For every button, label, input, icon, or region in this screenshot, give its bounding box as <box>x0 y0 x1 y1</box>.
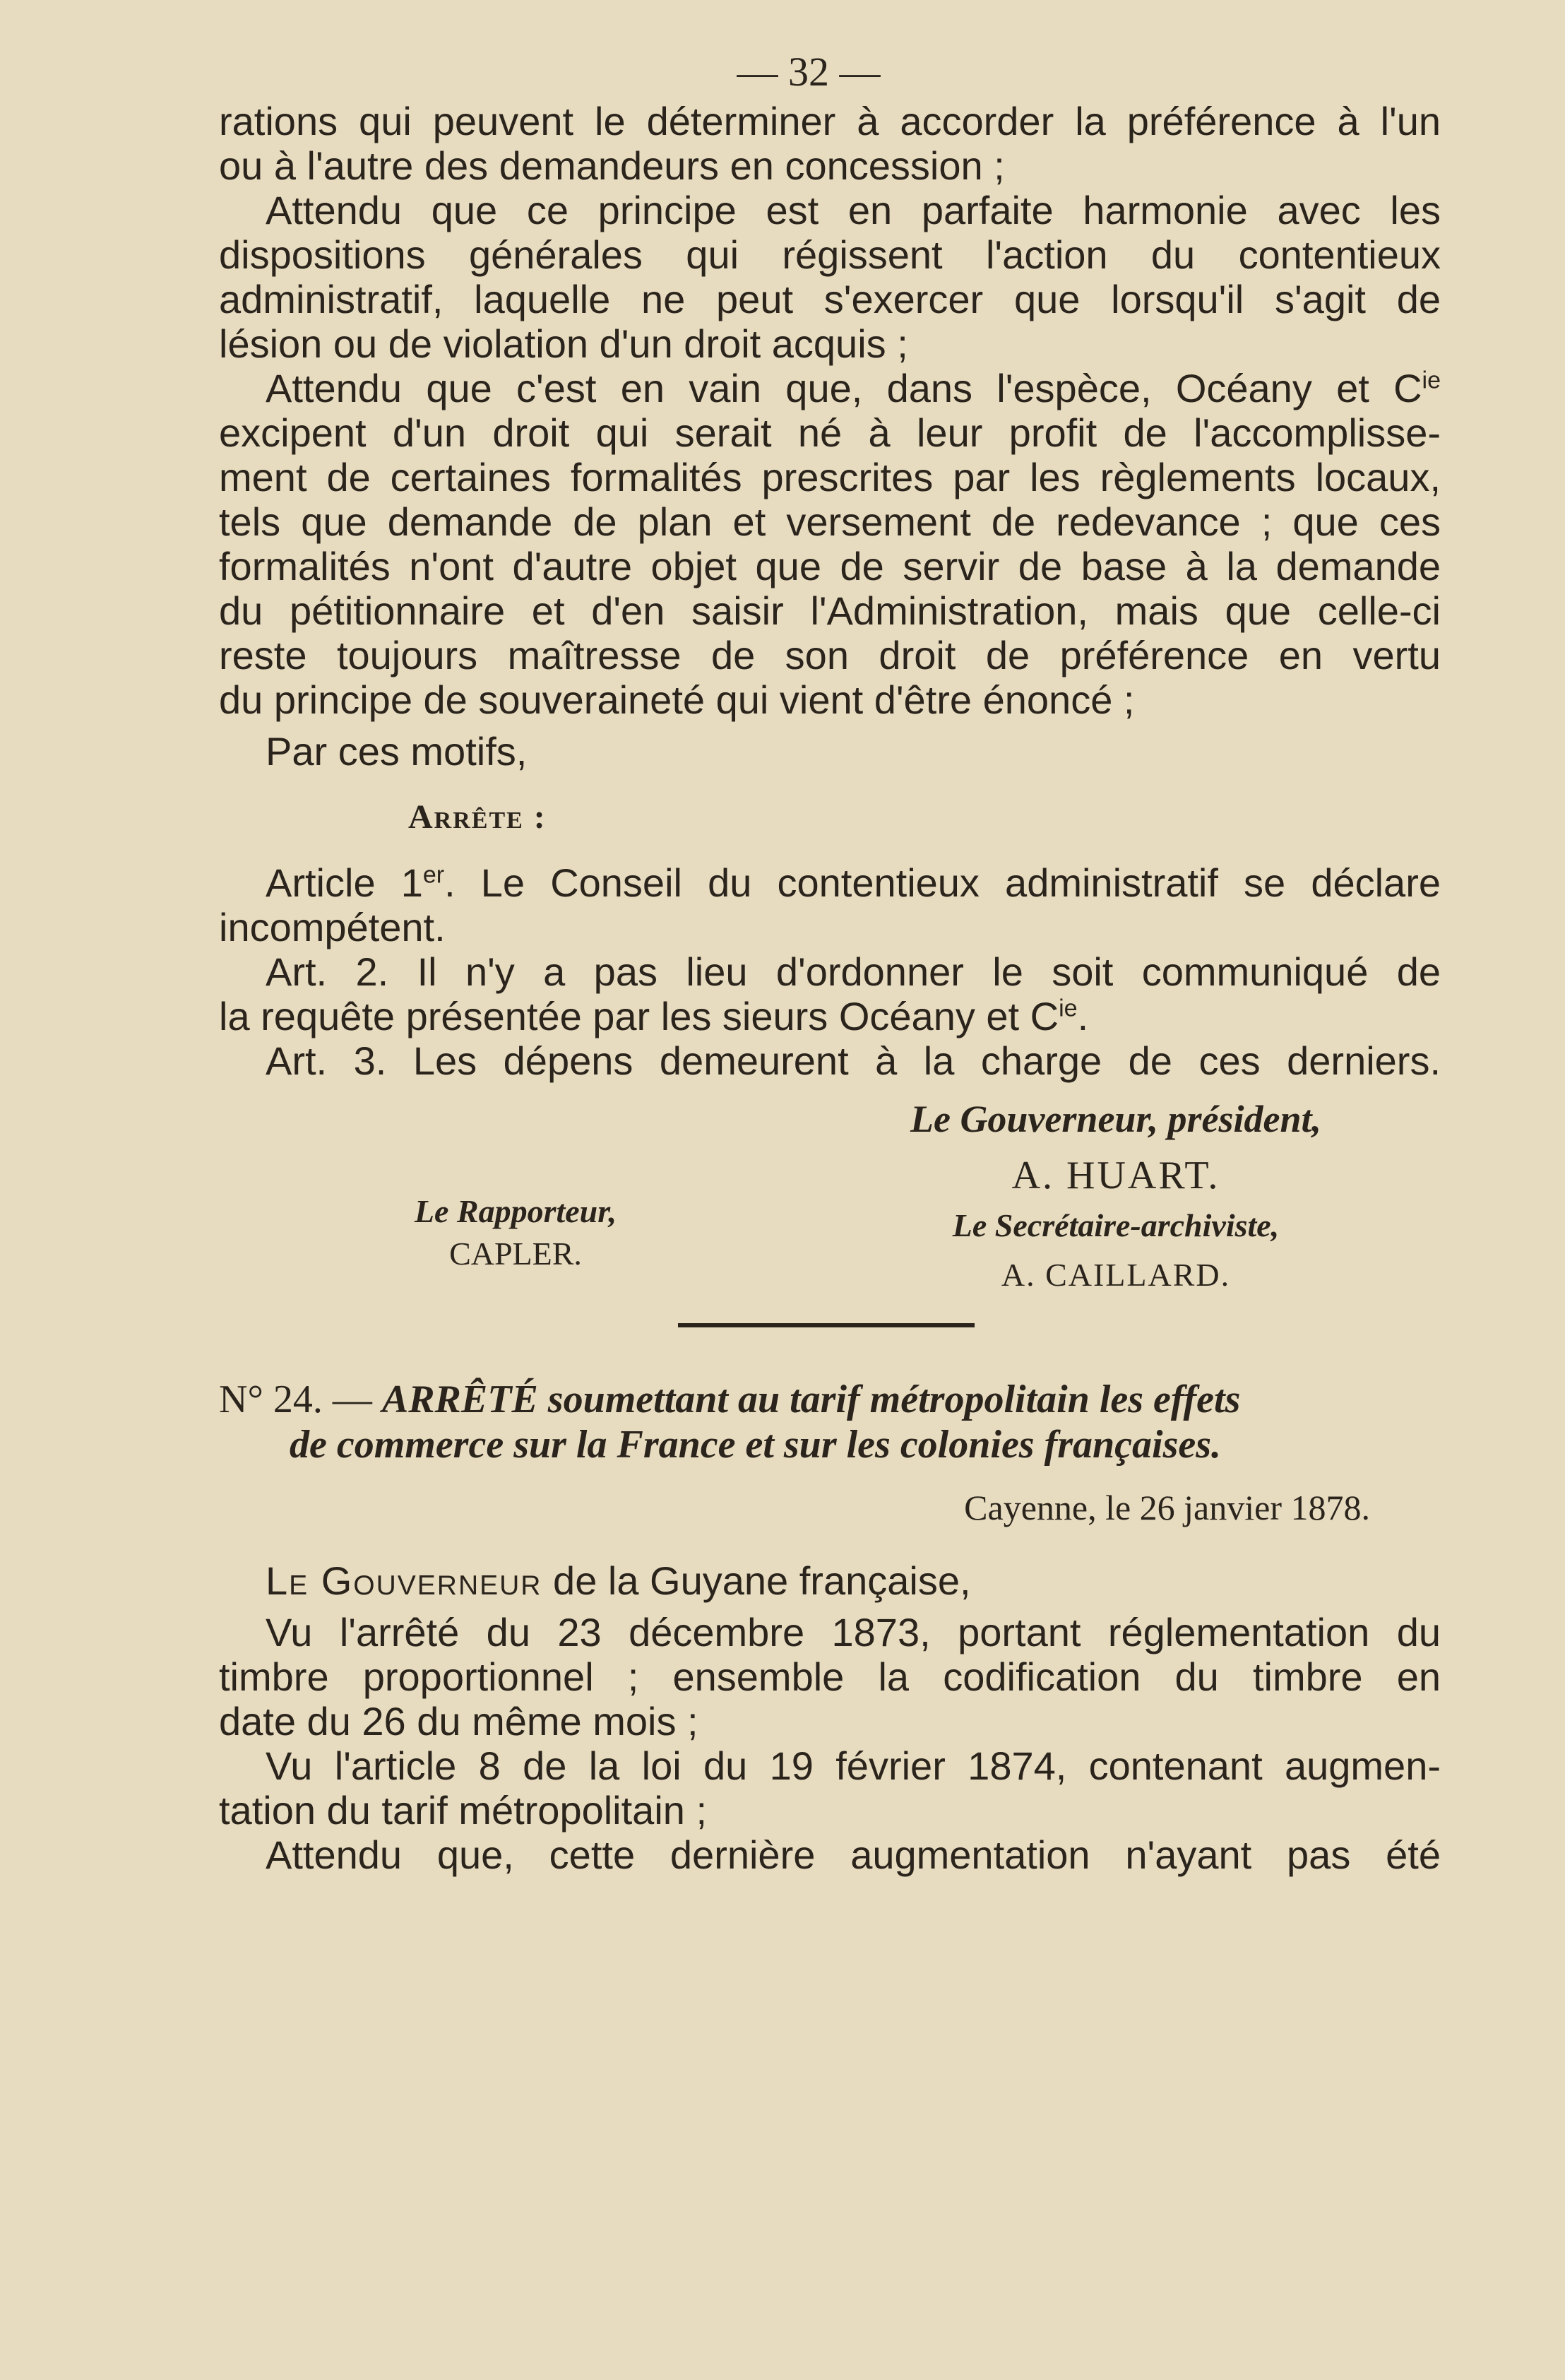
rapporteur-title: Le Rapporteur, <box>414 1193 617 1229</box>
article-2 <box>219 949 1441 1038</box>
text-line: Vu l'arrêté du 23 décembre 1873, portant réglementation du <box>266 1610 1441 1654</box>
text-line: tels que demande de plan et versement de redevance ; que ces <box>219 499 1441 544</box>
text-line: Art. 2. Il n'y a pas lieu d'ordonner le soit communiqué de <box>266 949 1441 994</box>
text-line: formalités n'ont d'autre objet que de servir de base à la demande <box>219 544 1441 588</box>
text-line: Art. 3. Les dépens demeurent à la charge de ces derniers. <box>266 1038 1441 1083</box>
decree-title-line-1 <box>219 1377 1441 1422</box>
gouverneur-line <box>219 1558 1441 1603</box>
page-body <box>219 49 1441 2310</box>
text-segment: . Le Conseil du contentieux administratif se déclare <box>444 860 1441 905</box>
text-segment: . <box>1077 994 1089 1038</box>
text-line: du pétitionnaire et d'en saisir l'Administration, mais que celle-ci <box>219 588 1441 633</box>
gouverneur-name: A. HUART. <box>1011 1154 1220 1197</box>
text-line: Attendu que ce principe est en parfaite harmonie avec les <box>266 188 1441 232</box>
text-line: tation du tarif métropolitain ; <box>219 1788 708 1833</box>
text-line: Vu l'article 8 de la loi du 19 février 1874, contenant augmen- <box>266 1743 1441 1788</box>
gouverneur-title: Le Gouverneur, président, <box>910 1098 1321 1140</box>
text-line: rations qui peuvent le déterminer à accorder la préférence à l'un <box>219 99 1441 143</box>
text-segment: Attendu que c'est en vain que, dans l'espèce, Océany et C <box>266 366 1422 410</box>
text-line: timbre proportionnel ; ensemble la codification du timbre en <box>219 1654 1441 1699</box>
superscript: ie <box>1422 367 1441 394</box>
text-line: reste toujours maîtresse de son droit de préférence en vertu <box>219 633 1441 677</box>
text-line: incompétent. <box>219 905 446 949</box>
article-3 <box>219 1038 1441 1083</box>
text-line: lésion ou de violation d'un droit acquis ; <box>219 321 908 366</box>
article-1 <box>219 860 1441 949</box>
text-line: dispositions générales qui régissent l'action du contentieux <box>219 232 1441 277</box>
text-line <box>219 994 1088 1038</box>
decree-title-text: ARRÊTÉ soumettant au tarif métropolitain les effets <box>381 1378 1241 1421</box>
text-line: date du 26 du même mois ; <box>219 1699 698 1743</box>
secretaire-title: Le Secrétaire-archiviste, <box>952 1207 1280 1243</box>
arrete-heading: Arrête : <box>408 798 547 836</box>
rapporteur-name: CAPLER. <box>449 1236 582 1272</box>
vu-arrete <box>219 1610 1441 1743</box>
text-line <box>219 860 1441 905</box>
text-segment: de la Guyane française, <box>542 1558 971 1603</box>
secretaire-name: A. CAILLARD. <box>1001 1257 1231 1293</box>
section-divider <box>678 1323 975 1327</box>
gouverneur-smallcaps: Le Gouverneur <box>266 1558 542 1603</box>
text-segment: la requête présentée par les sieurs Océany et C <box>219 994 1059 1038</box>
text-line: du principe de souveraineté qui vient d'être énoncé ; <box>219 677 1135 722</box>
vu-loi <box>219 1743 1441 1833</box>
decree-title-line-2: de commerce sur la France et sur les colonies françaises. <box>290 1423 1222 1467</box>
motifs-line: Par ces motifs, <box>266 729 528 774</box>
text-segment: Article 1 <box>266 860 423 905</box>
text-line: administratif, laquelle ne peut s'exercer que lorsqu'il s'agit de <box>219 277 1441 321</box>
text-line: ment de certaines formalités prescrites par les règlements locaux, <box>219 455 1441 499</box>
decree-title <box>219 1377 1441 1467</box>
decree-date: Cayenne, le 26 janvier 1878. <box>964 1488 1370 1527</box>
text-line <box>219 366 1441 410</box>
superscript: er <box>422 861 445 889</box>
paragraph-rations <box>219 99 1441 188</box>
text-line: ou à l'autre des demandeurs en concession ; <box>219 143 1005 188</box>
superscript: ie <box>1059 995 1078 1022</box>
decree-number: N° 24. — <box>219 1378 372 1421</box>
text-line: Attendu que, cette dernière augmentation n'ayant pas été <box>266 1833 1441 1877</box>
signature-block <box>219 1090 1441 1323</box>
attendu-decree <box>219 1833 1441 1877</box>
text-line: excipent d'un droit qui serait né à leur profit de l'accomplisse- <box>219 410 1441 455</box>
page-number: — 32 — <box>737 49 881 95</box>
paragraph-attendu-2 <box>219 366 1441 722</box>
paragraph-attendu-1 <box>219 188 1441 366</box>
